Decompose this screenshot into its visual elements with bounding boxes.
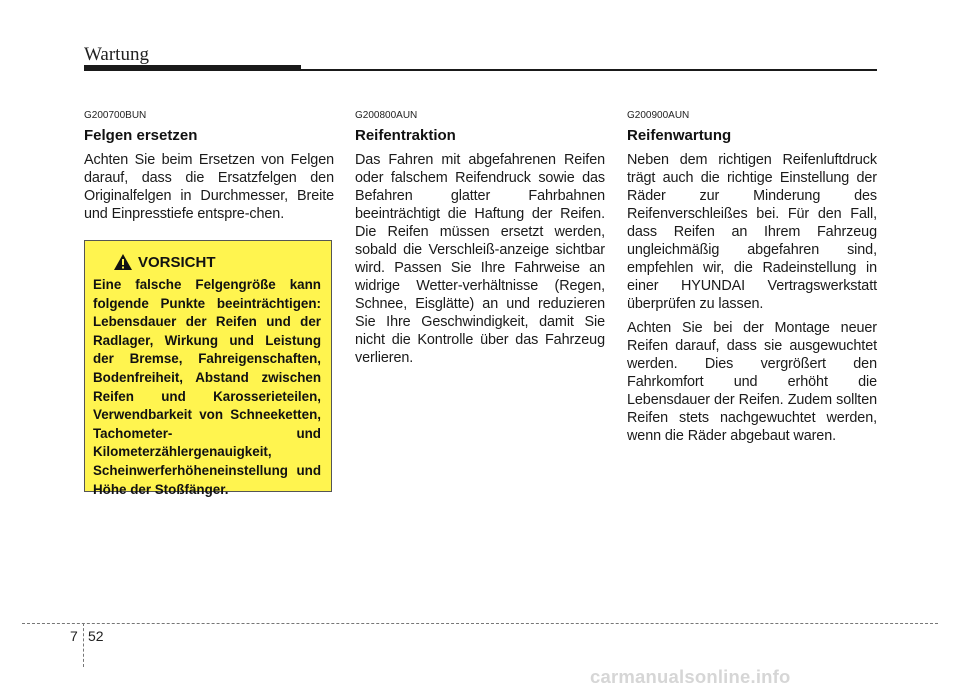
section-heading: Felgen ersetzen [84,127,198,144]
caution-text: Eine falsche Felgengröße kann folgende Punkte beeinträchtigen: Lebensdauer der Reifen und der Radlager, Wirkung und Leistung der Bremse, Fahreigenschaften, Bodenfreiheit, Abstand zwischen Reifen und Karosserieteilen, Verwendbarkeit von Schneeketten, Tachometer- und Kilometerzählergenauigkeit, Scheinwerferhöheneinstellung und Höhe der Stoßfänger. [93,277,321,497]
section-heading: Reifenwartung [627,127,732,144]
section-title: Wartung [84,44,149,65]
paragraph: Das Fahren mit abgefahrenen Reifen oder falschem Reifendruck sowie das Befahren glatter Fahrbahnen beeinträchtigt die Haftung der Reifen. Die Reifen müssen ersetzt werden, sobald die Verschleiß-anzeige sichtbar wird. Passen Sie Ihre Fahrweise an widrige Wetter-verhältnisse (Regen, Schnee, Eisglätte) an und reduzieren Sie Ihre Geschwindigkeit, damit Sie nicht die Kontrolle über das Fahrzeug verlieren. [355,152,605,366]
paragraph: Achten Sie bei der Montage neuer Reifen darauf, dass sie ausgewuchtet werden. Dies vergrößert den Fahrkomfort und erhöht die Lebensdauer der Reifen. Zudem sollten Reifen stets nachgewuchtet werden, wenn die Räder abgebaut waren. [627,320,877,444]
paragraph: Neben dem richtigen Reifenluftdruck trägt auch die richtige Einstellung der Räder zur Minderung des Reifenverschleißes bei. Für den Fall, dass Reifen an Ihrem Fahrzeug ungleichmäßig abgefahren sind, empfehlen wir, die Radeinstellung in einer HYUNDAI Vertragswerkstatt überprüfen zu lassen. [627,152,877,312]
section-code: G200700BUN [84,110,147,121]
footer-divider [83,623,84,667]
section-code: G200900AUN [627,110,690,121]
watermark: carmanualsonline.info [590,666,791,687]
caution-box [84,240,332,497]
caution-title: VORSICHT [138,253,216,271]
page-number: 52 [88,628,104,644]
column-felgen-ersetzen [84,110,334,229]
paragraph: Achten Sie beim Ersetzen von Felgen darauf, dass die Ersatzfelgen den Originalfelgen in Durchmesser, Breite und Einpresstiefe entspre-chen. [84,152,334,222]
section-heading: Reifentraktion [355,127,456,144]
column-reifenwartung [627,110,877,451]
footer-rule [22,623,938,624]
header-rule [84,69,877,71]
chapter-number: 7 [70,628,78,644]
caution-header [93,253,321,271]
warning-triangle-icon [113,253,133,271]
section-code: G200800AUN [355,110,418,121]
column-reifentraktion [355,110,605,373]
